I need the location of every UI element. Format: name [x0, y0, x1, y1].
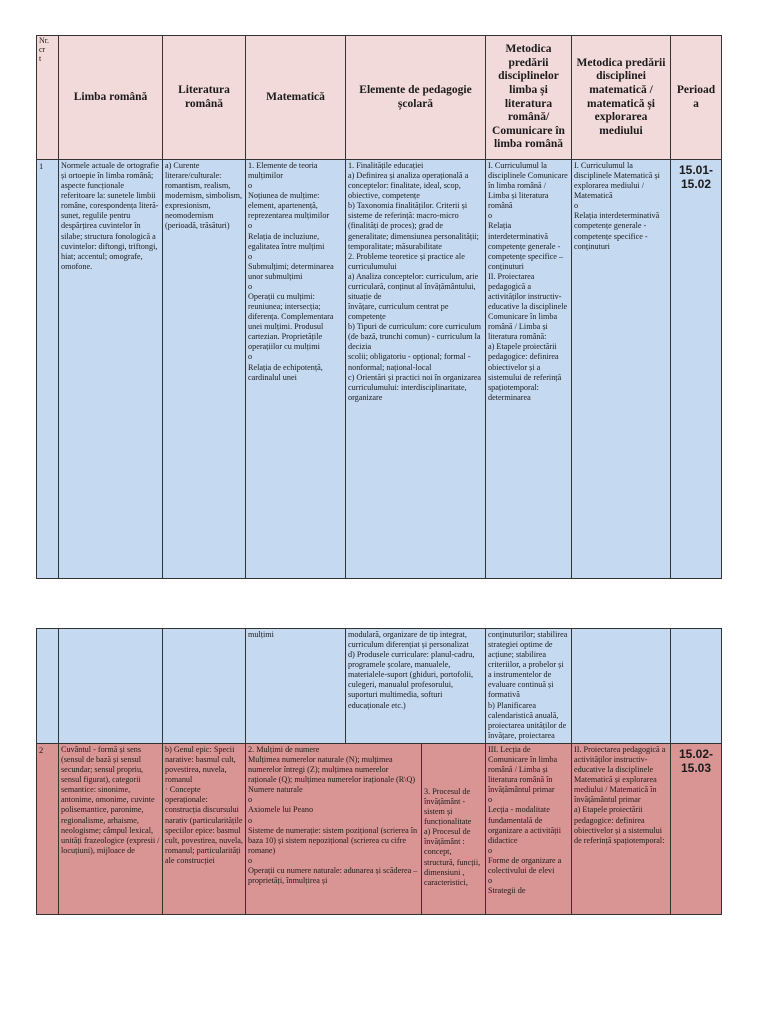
header-literatura-romana: Literatura română	[163, 36, 246, 160]
row1-matematica: 1. Elemente de teoria mulțimilor o Noțiunea de mulțime: element, apartenență, reprezentarea mulțimilor o Relația de incluziune, egalitatea între mulțimi o Submulțimi; determinarea unor submulțimi o Operații cu mulțimi: reuniunea; intersecția; diferența. Complementara unei mulțimi. Produsul cartezian. Proprietățile operațiilor cu mulțimi o Relația de echipotență, cardinalul unei	[248, 161, 334, 382]
row2-nr: 2	[39, 745, 44, 755]
table-row	[37, 160, 722, 579]
table-row	[37, 744, 722, 915]
table-header-row	[37, 36, 722, 160]
row1-metodica-matematica: I. Curriculumul la disciplinele Matematică și explorarea mediului / Matematică o Relația interdeterminativă competențe generale - competențe specifice - conținuturi	[574, 161, 660, 251]
row1-perioada: 15.01- 15.02	[678, 163, 714, 191]
row1-metodica-romana: I. Curriculumul la disciplinele Comunicare în limba română / Limba și literatura română o Relația interdeterminativă competențe generale - competențe specifice – conținuturi II. Proiectarea pedagogică a activităților instructiv-educative la disciplinele Comunicare în limba română / Limba și literatura română: a) Etapele proiectării pedagogice: definirea obiectivelor și a sistemului de referință spațiotemporal: determinarea	[488, 161, 568, 402]
row1-nr: 1	[39, 161, 44, 171]
row2-metodica-romana: III. Lecția de Comunicare în limba română / Limba și literatura română în învățământul primar o Lecția - modalitate fundamentală de organizare a activității didactice o Forme de organizare a colectivului de elevi o Strategii de	[488, 745, 562, 896]
row1-matematica-cont: mulțimi	[248, 630, 274, 639]
row1-pedagogie-cont: modulară, organizare de tip integrat, curriculum diferențiat și personalizat d) Produsele curriculare: planul-cadru, programele școlare, manualele, materialele-suport (ghiduri, portofolii, culegeri, manualul profesorului, suporturi multimedia, softuri educaționale etc.)	[348, 630, 475, 710]
row1-literatura-romana: a) Curente literare/culturale: romantism, realism, modernism, simbolism, expresionism, neomodernism (perioadă, trăsături)	[165, 161, 243, 231]
header-metodica-matematica: Metodica predării disciplinei matematică / matematică și explorarea mediului	[572, 36, 671, 160]
row1-metodica-romana-cont: conținuturilor; stabilirea strategiei optime de acțiune; stabilirea criteriilor, a probelor și a instrumentelor de evaluare continuă și formativă b) Planificarea calendaristică anuală, proiectarea unităților de învățare, proiectarea	[488, 630, 568, 740]
row2-perioada: 15.02- 15.03	[678, 747, 714, 775]
header-metodica-romana: Metodica predării disciplinelor limba și literatura română/ Comunicare în limba română	[486, 36, 572, 160]
header-nr: Nr. cr t	[37, 36, 59, 160]
table-row	[37, 629, 722, 744]
row1-pedagogie: 1. Finalitățile educației a) Definirea și analiza operațională a conceptelor: finalitate, ideal, scop, obiective, competențe b) Taxonomia finalităților. Criterii și sisteme de referință: macro-micro (finalități de proces); grad de generalitate; dimensiunea personalității; temporalitate; măsurabilitate 2. Probleme teoretice și practice ale curriculumului a) Analiza conceptelor: curriculum, arie curriculară, conținut al învățământului, situație de învățare, curriculum centrat pe competențe b) Tipuri de curriculum: core curriculum (de bază, trunchi comun) - curriculum la decizia scolii; obligatoriu - opțional; formal - nonformal; național-local c) Orientări și practici noi în organizarea curriculumului: interdisciplinaritate, organizare	[348, 161, 482, 402]
row2-matematica: 2. Mulțimi de numere Mulțimea numerelor naturale (N); mulțimea numerelor întregi (Z); mulțimea numerelor raționale (Q); mulțimea numerelor iraționale (R\Q) Numere naturale o Axiomele lui Peano o Sisteme de numerație: sistem pozițional (scrierea în baza 10) și sistem nepozițional (scrierea cu cifre romane) o Operații cu numere naturale: adunarea și scăderea – proprietăți, înmulțirea și	[248, 745, 418, 886]
row1-limba-romana: Normele actuale de ortografie și ortoepie în limba română; aspecte funcționale referitoare la: sunetele limbii române, corespondența literă-sunet, regulile pentru despărțirea cuvintelor în silabe; structura fonologică a cuvintelor: diftongi, triftongi, hiat; accentul; omografe, omofone.	[61, 161, 159, 271]
header-perioada: Perioad a	[671, 36, 722, 160]
curriculum-table-part-1	[36, 35, 722, 579]
curriculum-table-part-2	[36, 628, 722, 915]
row2-literatura-romana: b) Genul epic: Specii narative: basmul cult, povestirea, nuvela, romanul · Concepte operaționale: construcția discursului narativ (particularitățile speciilor epice: basmul cult, povestirea, nuvela, romanul; particularități ale construcției	[165, 745, 243, 865]
header-pedagogie: Elemente de pedagogie școlară	[346, 36, 486, 160]
row2-limba-romana: Cuvântul - formă și sens (sensul de bază și sensul secundar; sensul propriu, sensul figurat), categorii semantice: sinonime, antonime, omonime, cuvinte polisemantice, paronime, regionalisme, arhaisme, neologisme; câmpul lexical, unități frazeologice (expresii / locuțiuni), mijloace de	[61, 745, 160, 855]
row2-pedagogie: 3. Procesul de învățământ - sistem și funcționalitate a) Procesul de învățământ : concept, structură, funcții, dimensiuni , caracteristici,	[424, 787, 481, 887]
header-limba-romana: Limba română	[59, 36, 163, 160]
header-matematica: Matematică	[246, 36, 346, 160]
row2-metodica-matematica: II. Proiectarea pedagogică a activităților instructiv-educative la disciplinele Matematică și explorarea mediului / Matematică în învățământul primar a) Etapele proiectării pedagogice: definirea obiectivelor și a sistemului de referință spațiotemporal:	[574, 745, 666, 845]
